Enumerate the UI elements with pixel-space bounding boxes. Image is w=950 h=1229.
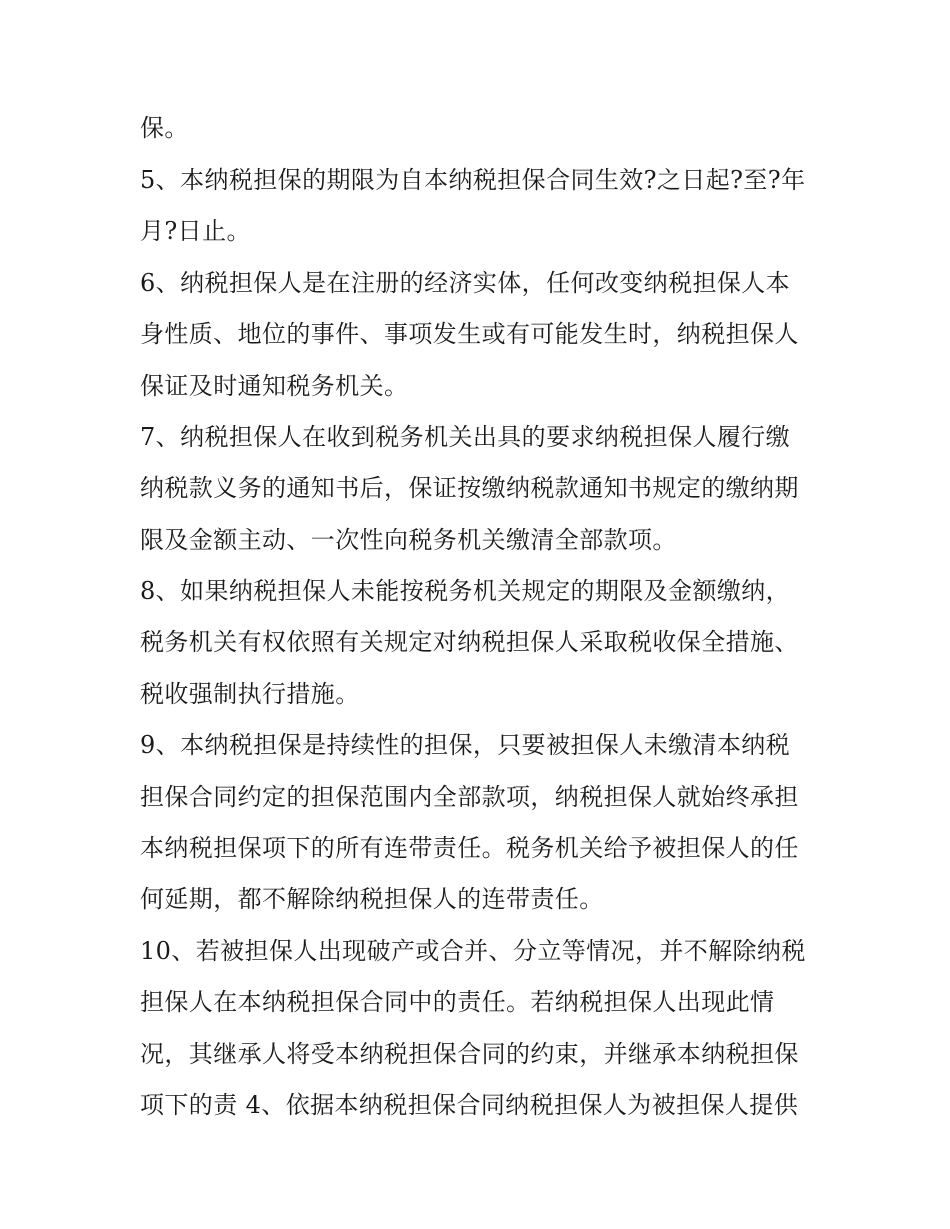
text-line: 月?日止。 — [140, 217, 251, 245]
text-line: 何延期，都不解除纳税担保人的连带责任。 — [140, 885, 604, 913]
text-line: 税收强制执行措施。 — [140, 680, 360, 708]
text-line: 限及金额主动、一次性向税务机关缴清全部款项。 — [140, 526, 677, 554]
text-line: 10、若被担保人出现破产或合并、分立等情况，并不解除纳税 — [140, 937, 806, 965]
text-line: 身性质、地位的事件、事项发生或有可能发生时，纳税担保人 — [140, 320, 799, 348]
text-line: 9、本纳税担保是持续性的担保，只要被担保人未缴清本纳税 — [140, 731, 791, 759]
text-line: 5、本纳税担保的期限为自本纳税担保合同生效?之日起?至?年 — [140, 166, 806, 194]
text-line: 项下的责 4、依据本纳税担保合同纳税担保人为被担保人提供 — [140, 1091, 799, 1119]
text-line: 担保合同约定的担保范围内全部款项，纳税担保人就始终承担 — [140, 783, 799, 811]
text-line: 况，其继承人将受本纳税担保合同的约束，并继承本纳税担保 — [140, 1040, 799, 1068]
text-line: 保。 — [140, 114, 189, 142]
text-line: 纳税款义务的通知书后，保证按缴纳税款通知书规定的缴纳期 — [140, 474, 799, 502]
text-line: 7、纳税担保人在收到税务机关出具的要求纳税担保人履行缴 — [140, 423, 791, 451]
text-line: 担保人在本纳税担保合同中的责任。若纳税担保人出现此情 — [140, 988, 775, 1016]
text-line: 保证及时通知税务机关。 — [140, 372, 409, 400]
text-line: 6、纳税担保人是在注册的经济实体，任何改变纳税担保人本 — [140, 269, 791, 297]
text-line: 8、如果纳税担保人未能按税务机关规定的期限及金额缴纳， — [140, 577, 791, 605]
text-line: 税务机关有权依照有关规定对纳税担保人采取税收保全措施、 — [140, 628, 799, 656]
text-line: 本纳税担保项下的所有连带责任。税务机关给予被担保人的任 — [140, 834, 799, 862]
